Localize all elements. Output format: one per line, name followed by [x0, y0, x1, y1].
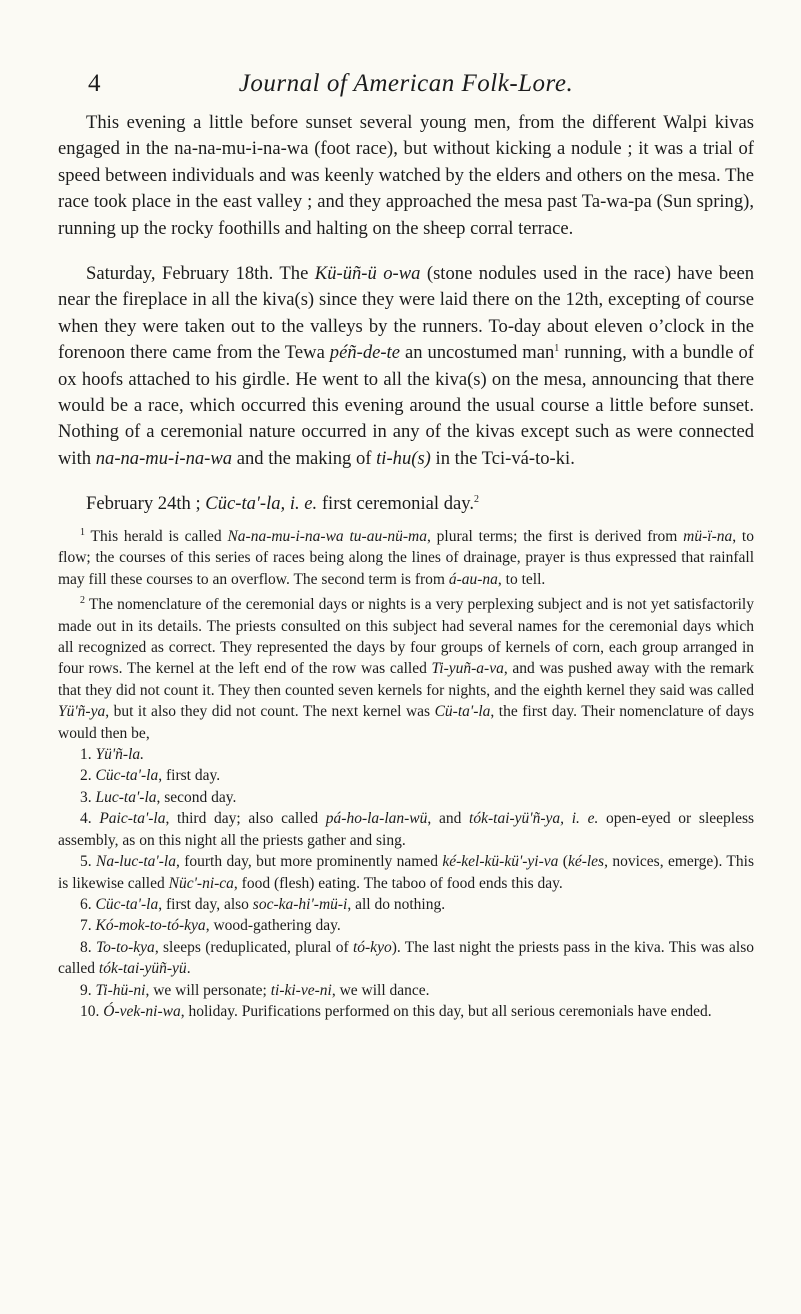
main-text — [58, 110, 754, 518]
day-list-item: 8. To-to-kya, sleeps (reduplicated, plural of tó-kyo). The last night the priests pass in the kiva. This was also called tók-tai-yüñ-yü. — [58, 938, 754, 978]
footnotes — [58, 522, 754, 1023]
day-list-item: 9. Ti-hü-ni, we will personate; ti-ki-ve-ni, we will dance. — [80, 981, 430, 999]
paragraph-3: February 24th ; Cüc-ta'-la, i. e. first ceremonial day.$^2$ — [86, 493, 479, 515]
footnote-ref-1: 1 — [554, 343, 560, 355]
day-list-item: 4. Paic-ta'-la, third day; also called pá-ho-la-lan-wü, and tók-tai-yü'ñ-ya, i. e. open-eyed or sleepless assembly, as on this night all the priests gather and sing. — [58, 810, 755, 849]
day-list-item: 10. Ó-vek-ni-wa, holiday. Purifications performed on this day, but all serious ceremonials have ended. — [80, 1002, 712, 1020]
paragraph-1: This evening a little before sunset several young men, from the different Walpi kivas engaged in the na-na-mu-i-na-wa (foot race), but without kicking a nodule ; it was a trial of speed between individuals and was keenly watched by the elders and others on the mesa. The race took place in the east valley ; and they approached the mesa past Ta-wa-pa (Sun spring), running up the rocky foothills and halting on the sheep corral terrace. — [58, 112, 754, 239]
page-header — [58, 70, 754, 110]
day-list-item: 2. Cüc-ta'-la, first day. — [80, 767, 221, 785]
day-list-item: 6. Cüc-ta'-la, first day, also soc-ka-hi'-mü-i, all do nothing. — [80, 895, 446, 913]
page-number: 4 — [88, 70, 101, 97]
day-list-item: 7. Kó-mok-to-tó-kya, wood-gathering day. — [80, 917, 341, 935]
footnote-2: $^2$ The nomenclature of the ceremonial days or nights is a very perplexing subject and is not yet satisfactorily made out in its details. The priests consulted on this subject had several names for the ceremonial days which all recognized as correct. They represented the days by four groups of kernels of corn, each group arranged in four rows. The kernel at the left end of the row was called Ti-yuñ-a-va, and was pushed away with the remark that they did not count it. They then counted seven kernels for nights, and the eighth kernel they said was called Yü'ñ-ya, but it also they did not count. The next kernel was Cü-ta'-la, the first day. Their nomenclature of days would then be, — [58, 595, 754, 742]
day-list-item: 3. Luc-ta'-la, second day. — [80, 788, 237, 806]
day-list-item: 5. Na-luc-ta'-la, fourth day, but more prominently named ké-kel-kü-kü'-yi-va (ké-les, novices, emerge). This is likewise called Nüc'-ni-ca, food (flesh) eating. The taboo of food ends this day. — [58, 853, 754, 892]
running-title: Journal of American Folk-Lore. — [238, 70, 574, 97]
page — [58, 70, 754, 1022]
paragraph-2: Saturday, February 18th. The Kü-üñ-ü o-wa (stone nodules used in the race) have been near the fireplace in all the kiva(s) since they were laid there on the 12th, excepting of course when they were taken out to the valleys by the runners. To-day about eleven o’clock in the forenoon there came from the Tewa péñ-de-te an uncostumed man$^1$ running, with a bundle of ox hoofs attached to his girdle. He went to all the kiva(s) on the mesa, announcing that there would be a race, which occurred this evening around the usual course a little before sunset. Nothing of a ceremonial nature occurred in any of the kivas except such as were connected with na-na-mu-i-na-wa and the making of ti-hu(s) in the Tci-vá-to-ki. — [58, 263, 755, 469]
day-list-item: 1. Yü'ñ-la. — [80, 746, 145, 764]
footnote-ref-2: 2 — [473, 494, 479, 506]
footnote-1: $^1$ This herald is called Na-na-mu-i-na-wa tu-au-nü-ma, plural terms; the first is derived from mü-ï-na, to flow; the courses of this series of races being along the lines of drainage, prayer is thus expressed that rainfall may fill these courses to an overflow. The second term is from á-au-na, to tell. — [58, 526, 754, 588]
